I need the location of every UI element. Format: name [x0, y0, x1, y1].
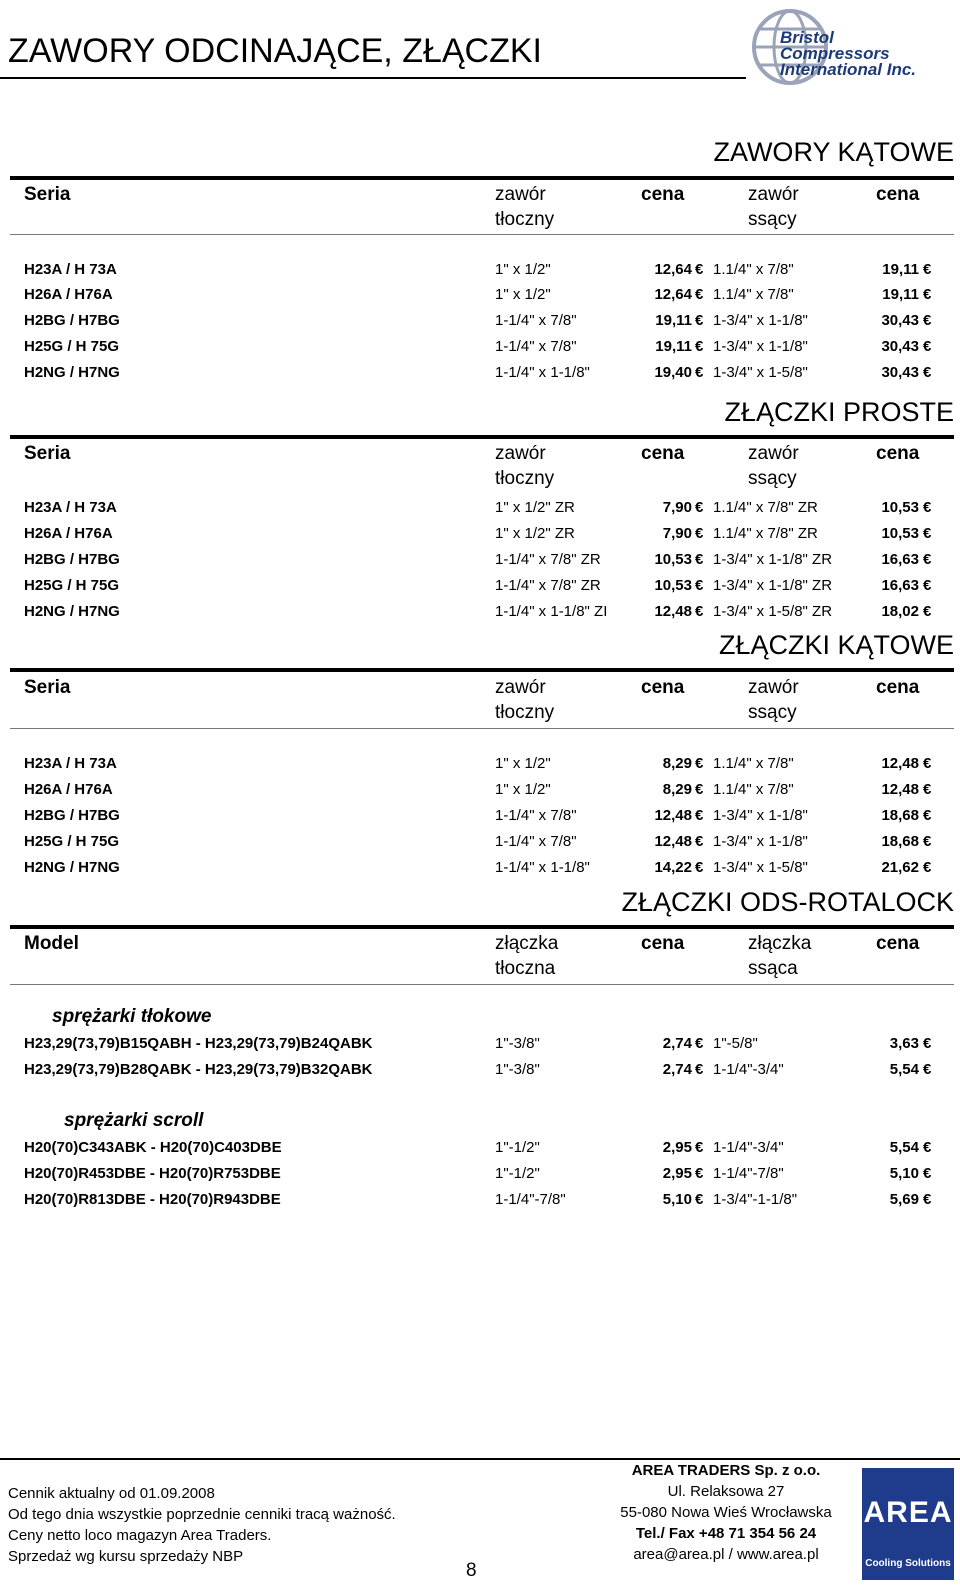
page-number: 8 [466, 1560, 477, 1581]
table-row [0, 335, 960, 359]
cell-price: 8,29 [662, 781, 692, 798]
cell-seria: H26A / H76A [24, 525, 113, 542]
section-divider [10, 176, 954, 180]
cell-price: 18,02 [881, 603, 919, 620]
cell-valve-discharge: 1" x 1/2" ZR [495, 525, 575, 542]
euro-icon: € [923, 338, 932, 355]
cell-valve-discharge: 1-1/4" x 7/8" [495, 338, 577, 355]
cell-valve-suction: 1.1/4" x 7/8" ZR [713, 499, 818, 516]
euro-icon: € [923, 499, 932, 516]
cell-valve-discharge: 1-1/4" x 7/8" [495, 807, 577, 824]
cell-seria: H2BG / H7BG [24, 551, 120, 568]
logo-line: International Inc. [780, 60, 917, 79]
col-header-price: cena [876, 677, 920, 698]
table-row [0, 574, 960, 598]
cell-price: 10,53 [881, 525, 919, 542]
cell-price: 12,64 [654, 286, 692, 303]
cell-price: 18,68 [881, 807, 919, 824]
cell-seria: H23A / H 73A [24, 499, 117, 516]
cell-price: 30,43 [881, 338, 919, 355]
cell-price: 2,74 [662, 1035, 692, 1052]
area-logo-text: AREA [863, 1496, 953, 1529]
euro-icon: € [923, 807, 932, 824]
table-row [0, 1136, 960, 1160]
cell-valve-suction: 1.1/4" x 7/8" [713, 261, 794, 278]
header-line: tłoczny [495, 468, 555, 489]
cell-price: 2,95 [662, 1165, 692, 1182]
cell-valve-discharge: 1-1/4" x 1-1/8" ZI [495, 603, 608, 620]
cell-fitting-suction: 1-1/4"-3/4" [713, 1061, 784, 1078]
header-line: zawór [748, 184, 799, 205]
euro-icon: € [695, 261, 704, 278]
euro-icon: € [923, 1139, 932, 1156]
table-row [0, 496, 960, 520]
cell-seria: H2NG / H7NG [24, 859, 120, 876]
cell-price: 19,11 [655, 312, 692, 329]
footer-notes [8, 1483, 396, 1567]
table-row [0, 361, 960, 385]
col-header-seria: Seria [24, 184, 71, 205]
euro-icon: € [695, 833, 704, 850]
footer-line: Sprzedaż wg kursu sprzedaży NBP [8, 1548, 244, 1565]
cell-valve-suction: 1-3/4" x 1-5/8" ZR [713, 603, 833, 620]
euro-icon: € [923, 551, 932, 568]
euro-icon: € [695, 859, 704, 876]
bristol-logo [750, 4, 956, 90]
cell-fitting-discharge: 1"-3/8" [495, 1035, 540, 1052]
header-line: zawór [748, 443, 799, 464]
cell-valve-suction: 1-3/4" x 1-5/8" [713, 859, 808, 876]
euro-icon: € [695, 286, 704, 303]
header-line: złączka [748, 933, 812, 954]
cell-valve-discharge: 1" x 1/2" [495, 781, 551, 798]
cell-valve-suction: 1-3/4" x 1-1/8" [713, 338, 808, 355]
table-row [0, 258, 960, 282]
col-header-price: cena [641, 933, 685, 954]
cell-price: 19,11 [882, 261, 919, 278]
euro-icon: € [923, 859, 932, 876]
logo-line: Compressors [780, 44, 890, 63]
cell-price: 12,48 [654, 833, 692, 850]
cell-seria: H25G / H 75G [24, 338, 120, 355]
cell-price: 10,53 [881, 499, 919, 516]
cell-price: 5,10 [889, 1165, 919, 1182]
section-title: ZŁĄCZKI KĄTOWE [718, 630, 954, 660]
cell-valve-discharge: 1-1/4" x 1-1/8" [495, 364, 590, 381]
cell-price: 5,54 [889, 1139, 919, 1156]
cell-fitting-discharge: 1"-1/2" [495, 1139, 540, 1156]
col-header-price: cena [876, 184, 920, 205]
header-line: zawór [495, 443, 546, 464]
col-header-fitting-discharge [495, 931, 558, 981]
table-row [0, 283, 960, 307]
cell-valve-suction: 1-3/4" x 1-1/8" [713, 807, 808, 824]
cell-valve-discharge: 1" x 1/2" [495, 286, 551, 303]
cell-price: 7,90 [662, 499, 692, 516]
footer-line: Od tego dnia wszystkie poprzednie cenniki tracą ważność. [8, 1506, 396, 1523]
cell-price: 2,95 [662, 1139, 692, 1156]
col-header-seria: Seria [24, 443, 71, 464]
euro-icon: € [695, 1191, 704, 1208]
section-divider [10, 435, 954, 439]
euro-icon: € [923, 525, 932, 542]
cell-fitting-discharge: 1"-3/8" [495, 1061, 540, 1078]
group-label: sprężarki tłokowe [52, 1006, 212, 1027]
cell-valve-suction: 1-3/4" x 1-1/8" ZR [713, 577, 833, 594]
company-name: AREA TRADERS Sp. z o.o. [631, 1462, 821, 1479]
header-line: tłoczny [495, 209, 555, 230]
cell-model: H20(70)R813DBE - H20(70)R943DBE [24, 1191, 281, 1208]
cell-fitting-suction: 1"-5/8" [713, 1035, 758, 1052]
cell-valve-suction: 1-3/4" x 1-1/8" [713, 833, 808, 850]
table-row [0, 1032, 960, 1056]
cell-fitting-suction: 1-3/4"-1-1/8" [713, 1191, 798, 1208]
cell-valve-discharge: 1-1/4" x 7/8" [495, 833, 577, 850]
cell-model: H23,29(73,79)B28QABK - H23,29(73,79)B32QABK [24, 1061, 373, 1078]
header-line: ssący [748, 468, 797, 489]
cell-price: 12,48 [654, 603, 692, 620]
euro-icon: € [923, 833, 932, 850]
cell-model: H20(70)R453DBE - H20(70)R753DBE [24, 1165, 281, 1182]
cell-price: 12,48 [881, 755, 919, 772]
cell-price: 30,43 [881, 364, 919, 381]
col-header-price: cena [641, 677, 685, 698]
cell-seria: H25G / H 75G [24, 833, 120, 850]
header-line: ssący [748, 209, 797, 230]
cell-seria: H26A / H76A [24, 781, 113, 798]
euro-icon: € [923, 286, 932, 303]
col-header-fitting-suction [748, 931, 811, 981]
euro-icon: € [695, 755, 704, 772]
euro-icon: € [923, 781, 932, 798]
cell-valve-discharge: 1-1/4" x 7/8" ZR [495, 577, 601, 594]
cell-seria: H2NG / H7NG [24, 603, 120, 620]
cell-model: H20(70)C343ABK - H20(70)C403DBE [24, 1139, 282, 1156]
col-header-valve-discharge [495, 182, 554, 232]
cell-fitting-discharge: 1"-1/2" [495, 1165, 540, 1182]
footer-line: Ceny netto loco magazyn Area Traders. [8, 1527, 272, 1544]
cell-valve-suction: 1-3/4" x 1-1/8" [713, 312, 808, 329]
address-line: Ul. Relaksowa 27 [667, 1483, 785, 1500]
cell-seria: H2BG / H7BG [24, 807, 120, 824]
euro-icon: € [695, 577, 704, 594]
header-line: złączka [495, 933, 559, 954]
cell-price: 2,74 [662, 1061, 692, 1078]
euro-icon: € [695, 1061, 704, 1078]
col-header-valve-discharge [495, 675, 554, 725]
col-header-price: cena [876, 443, 920, 464]
section-title: ZŁĄCZKI ODS-ROTALOCK [621, 887, 954, 917]
cell-valve-suction: 1-3/4" x 1-1/8" ZR [713, 551, 833, 568]
euro-icon: € [923, 312, 932, 329]
section-divider [10, 668, 954, 672]
cell-valve-suction: 1.1/4" x 7/8" ZR [713, 525, 818, 542]
header-line: zawór [495, 677, 546, 698]
section-title: ZAWORY KĄTOWE [713, 137, 954, 167]
cell-price: 30,43 [881, 312, 919, 329]
table-row [0, 600, 960, 624]
cell-valve-discharge: 1" x 1/2" [495, 755, 551, 772]
cell-price: 8,29 [662, 755, 692, 772]
euro-icon: € [695, 1165, 704, 1182]
cell-price: 5,10 [662, 1191, 692, 1208]
euro-icon: € [695, 603, 704, 620]
page-title: ZAWORY ODCINAJĄCE, ZŁĄCZKI [8, 32, 543, 70]
euro-icon: € [923, 261, 932, 278]
cell-price: 18,68 [881, 833, 919, 850]
cell-valve-suction: 1.1/4" x 7/8" [713, 755, 794, 772]
euro-icon: € [923, 1191, 932, 1208]
cell-valve-suction: 1-3/4" x 1-5/8" [713, 364, 808, 381]
table-row [0, 778, 960, 802]
cell-price: 19,11 [882, 286, 919, 303]
cell-price: 3,63 [889, 1035, 919, 1052]
cell-price: 14,22 [654, 859, 692, 876]
cell-price: 10,53 [654, 577, 692, 594]
table-row [0, 830, 960, 854]
euro-icon: € [923, 364, 932, 381]
header-divider [10, 984, 954, 985]
table-row [0, 309, 960, 333]
col-header-price: cena [641, 443, 685, 464]
footer-line: Cennik aktualny od 01.09.2008 [8, 1485, 215, 1502]
cell-valve-discharge: 1" x 1/2" [495, 261, 551, 278]
company-contact [586, 1460, 866, 1565]
section-title: ZŁĄCZKI PROSTE [724, 397, 954, 427]
table-row [0, 1162, 960, 1186]
cell-fitting-discharge: 1-1/4"-7/8" [495, 1191, 566, 1208]
cell-seria: H2NG / H7NG [24, 364, 120, 381]
table-row [0, 856, 960, 880]
cell-valve-suction: 1.1/4" x 7/8" [713, 286, 794, 303]
cell-model: H23,29(73,79)B15QABH - H23,29(73,79)B24QABK [24, 1035, 373, 1052]
table-row [0, 1188, 960, 1212]
header-divider [10, 234, 954, 235]
col-header-valve-suction [748, 675, 799, 725]
cell-fitting-suction: 1-1/4"-7/8" [713, 1165, 784, 1182]
cell-valve-discharge: 1-1/4" x 1-1/8" [495, 859, 590, 876]
euro-icon: € [923, 1165, 932, 1182]
table-row [0, 1058, 960, 1082]
col-header-seria: Seria [24, 677, 71, 698]
euro-icon: € [695, 525, 704, 542]
group-label: sprężarki scroll [64, 1110, 204, 1131]
address-line: 55-080 Nowa Wieś Wrocławska [620, 1504, 832, 1521]
cell-price: 16,63 [881, 577, 919, 594]
cell-price: 12,48 [881, 781, 919, 798]
euro-icon: € [695, 312, 704, 329]
euro-icon: € [923, 603, 932, 620]
col-header-valve-discharge [495, 441, 554, 491]
cell-fitting-suction: 1-1/4"-3/4" [713, 1139, 784, 1156]
euro-icon: € [695, 364, 704, 381]
header-line: tłoczny [495, 702, 555, 723]
table-row [0, 522, 960, 546]
cell-price: 5,69 [889, 1191, 919, 1208]
logo-line: Bristol [780, 28, 834, 47]
cell-price: 10,53 [654, 551, 692, 568]
euro-icon: € [695, 338, 704, 355]
cell-seria: H26A / H76A [24, 286, 113, 303]
cell-price: 7,90 [662, 525, 692, 542]
cell-valve-discharge: 1-1/4" x 7/8" ZR [495, 551, 601, 568]
cell-seria: H23A / H 73A [24, 755, 117, 772]
cell-price: 16,63 [881, 551, 919, 568]
euro-icon: € [923, 755, 932, 772]
table-row [0, 804, 960, 828]
cell-price: 19,11 [655, 338, 692, 355]
euro-icon: € [695, 781, 704, 798]
header-line: ssąca [748, 958, 798, 979]
header-line: zawór [748, 677, 799, 698]
col-header-valve-suction [748, 182, 799, 232]
euro-icon: € [923, 1061, 932, 1078]
euro-icon: € [695, 1139, 704, 1156]
cell-valve-discharge: 1" x 1/2" ZR [495, 499, 575, 516]
area-logo-subtext: Cooling Solutions [865, 1558, 951, 1569]
cell-price: 12,48 [654, 807, 692, 824]
phone-fax: Tel./ Fax +48 71 354 56 24 [635, 1525, 817, 1542]
table-row [0, 548, 960, 572]
euro-icon: € [923, 577, 932, 594]
area-logo [862, 1468, 954, 1580]
email-web[interactable]: area@area.pl / www.area.pl [633, 1546, 819, 1563]
euro-icon: € [695, 807, 704, 824]
euro-icon: € [695, 499, 704, 516]
cell-price: 12,64 [654, 261, 692, 278]
col-header-valve-suction [748, 441, 799, 491]
cell-valve-discharge: 1-1/4" x 7/8" [495, 312, 577, 329]
cell-price: 19,40 [654, 364, 692, 381]
section-divider [10, 925, 954, 929]
col-header-price: cena [876, 933, 920, 954]
header-line: ssący [748, 702, 797, 723]
header-line: zawór [495, 184, 546, 205]
euro-icon: € [695, 1035, 704, 1052]
header-divider [10, 728, 954, 729]
header-line: tłoczna [495, 958, 556, 979]
cell-seria: H25G / H 75G [24, 577, 120, 594]
cell-seria: H2BG / H7BG [24, 312, 120, 329]
title-divider [0, 77, 746, 79]
cell-price: 21,62 [881, 859, 919, 876]
table-row [0, 752, 960, 776]
col-header-price: cena [641, 184, 685, 205]
euro-icon: € [695, 551, 704, 568]
euro-icon: € [923, 1035, 932, 1052]
cell-seria: H23A / H 73A [24, 261, 117, 278]
cell-price: 5,54 [889, 1061, 919, 1078]
cell-valve-suction: 1.1/4" x 7/8" [713, 781, 794, 798]
col-header-model: Model [24, 933, 79, 954]
